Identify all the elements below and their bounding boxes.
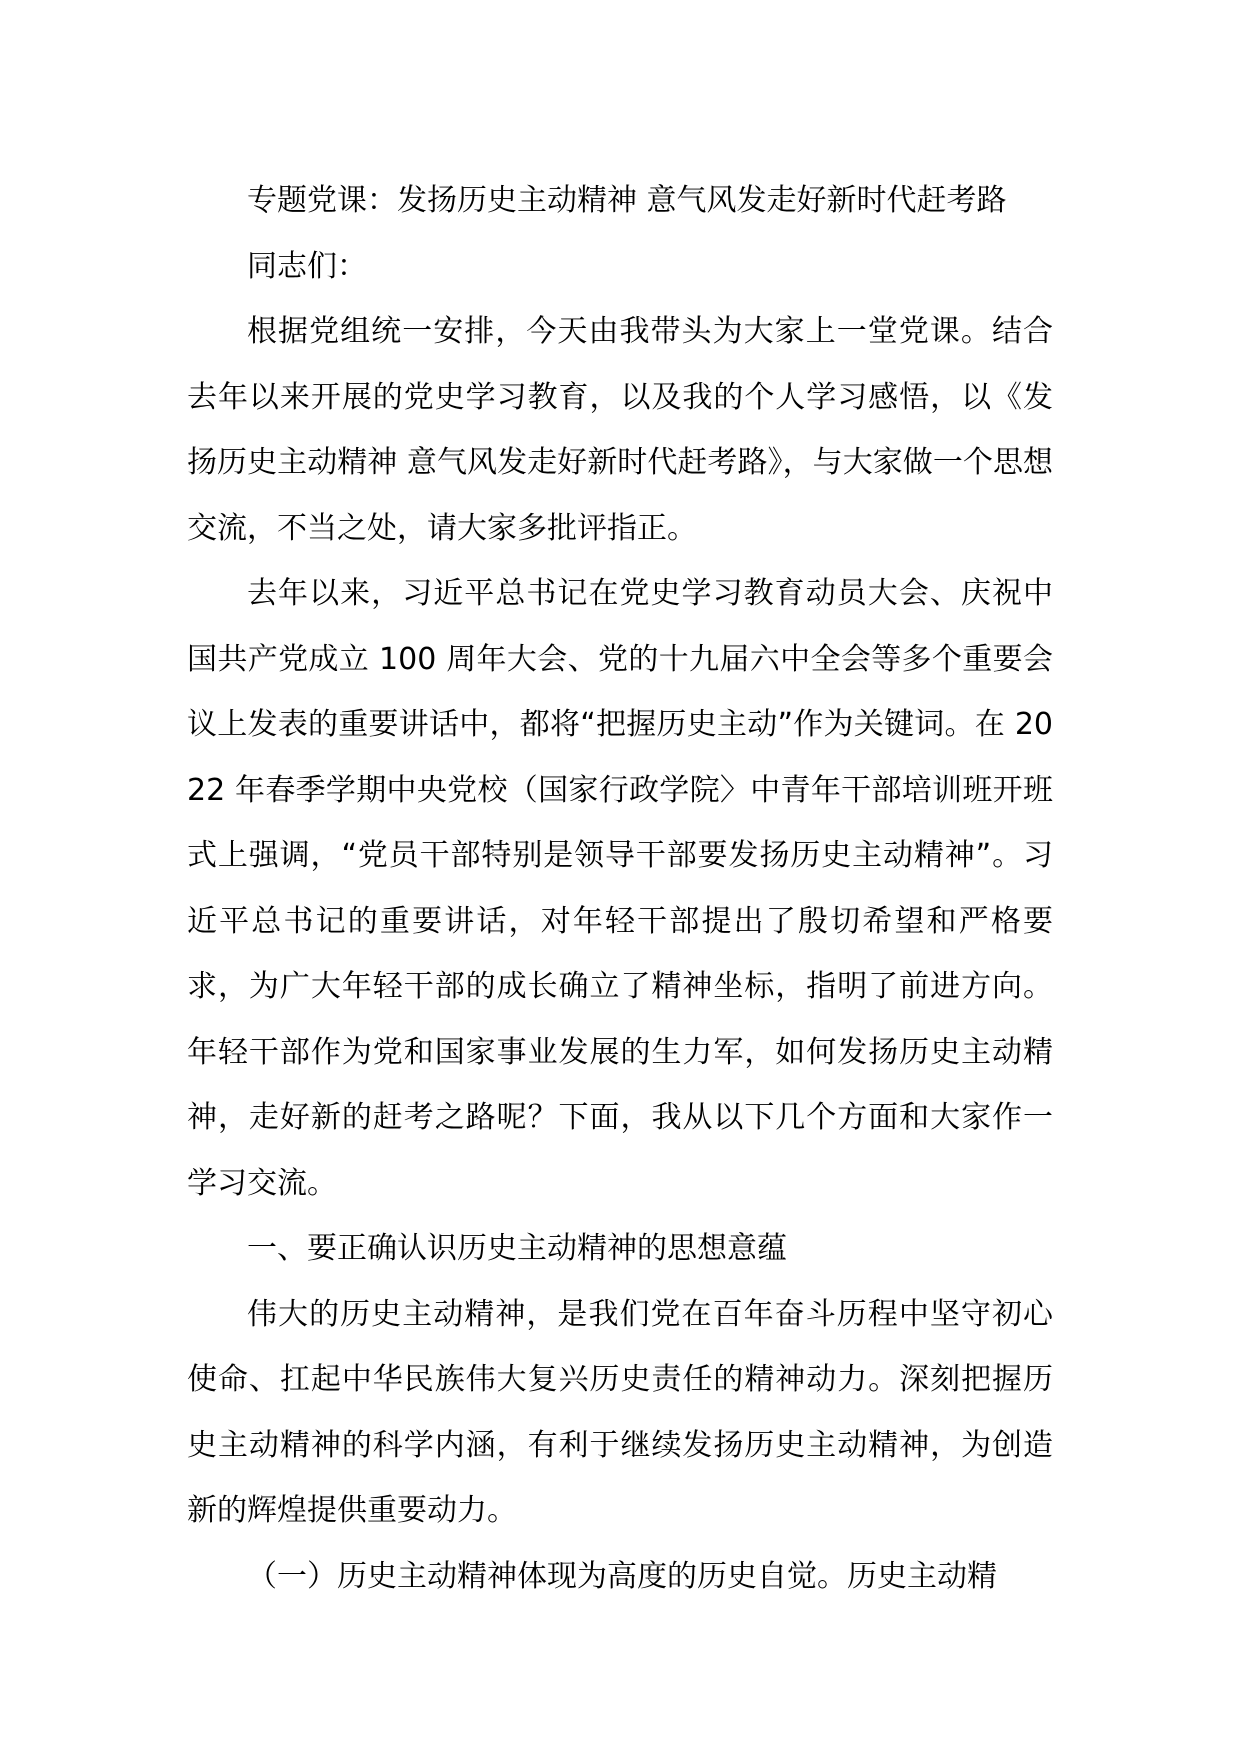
paragraph: 去年以来，习近平总书记在党史学习教育动员大会、庆祝中国共产党成立 100 周年大会、党的十九届六中全会等多个重要会议上发表的重要讲话中，都将“把握历史主动”作为关键词。在 2022 年春季学期中央党校（国家行政学院〉中青年干部培训班开班式上强调，“党员干部特别是领导干部要发扬历史主动精神”。习近平总书记的重要讲话，对年轻干部提出了殷切希望和严格要求，为广大年轻干部的成长确立了精神坐标，指明了前进方向。年轻干部作为党和国家事业发展的生力军，如何发扬历史主动精神，走好新的赶考之路呢？下面，我从以下几个方面和大家作一学习交流。 <box>187 576 1053 1201</box>
paragraph: 伟大的历史主动精神，是我们党在百年奋斗历程中坚守初心使命、扛起中华民族伟大复兴历史责任的精神动力。深刻把握历史主动精神的科学内涵，有利于继续发扬历史主动精神，为创造新的辉煌提供重要动力。 <box>187 1296 1053 1528</box>
section-heading: 一、要正确认识历史主动精神的思想意蕴 <box>247 1231 787 1266</box>
paragraph: 根据党组统一安排，今天由我带头为大家上一堂党课。结合去年以来开展的党史学习教育，以及我的个人学习感悟，以《发扬历史主动精神 意气风发走好新时代赶考路》，与大家做一个思想交流，不当之处，请大家多批评指正。 <box>187 314 1053 546</box>
subsection-paragraph: （一）历史主动精神体现为高度的历史自觉。历史主动精 <box>247 1558 997 1594</box>
salutation: 同志们： <box>247 248 367 284</box>
document-body <box>187 168 1053 1609</box>
document-title: 专题党课：发扬历史主动精神 意气风发走好新时代赶考路 <box>247 183 1007 218</box>
